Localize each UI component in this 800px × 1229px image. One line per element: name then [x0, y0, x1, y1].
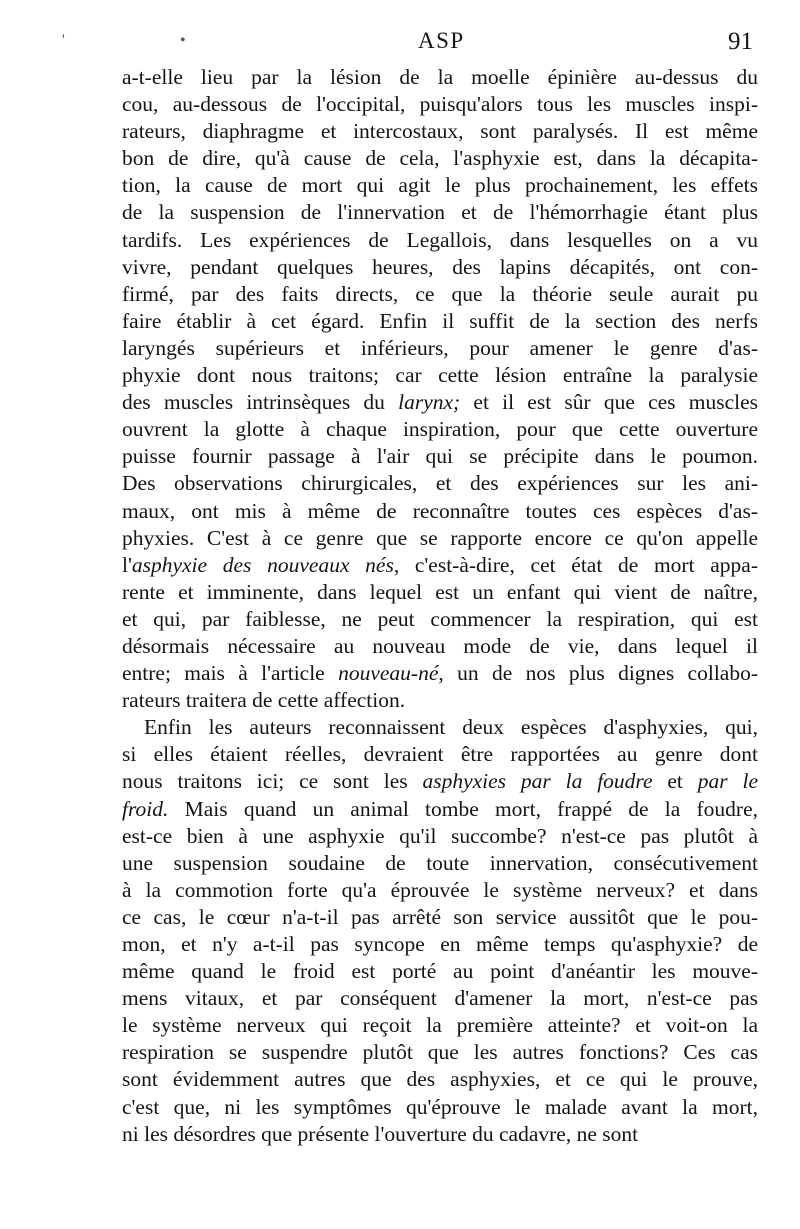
text-line — [122, 362, 758, 389]
text-run: rateurs, diaphragme et intercostaux, sont paralysés. Il est même — [122, 119, 758, 144]
text-run: , c'est-à-dire, cet état de mort appa- — [393, 552, 758, 577]
italic-text: asphyxie des nouveaux nés — [131, 552, 394, 577]
text-line — [122, 254, 758, 281]
text-run: désormais nécessaire au nouveau mode de vie, dans lequel il — [122, 633, 758, 658]
text-line — [122, 227, 758, 254]
margin-mark-dot: • — [180, 32, 186, 49]
text-line — [122, 64, 758, 91]
text-line — [122, 335, 758, 362]
running-head — [0, 28, 800, 62]
text-run: puisse fournir passage à l'air qui se précipite dans le poumon. — [122, 444, 758, 469]
text-line — [122, 687, 758, 714]
text-run: mens vitaux, et par conséquent d'amener la mort, n'est-ce pas — [122, 986, 758, 1011]
text-line — [122, 199, 758, 226]
italic-text: par le — [697, 769, 758, 794]
text-run: si elles étaient réelles, devraient être rapportées au genre dont — [122, 742, 758, 767]
text-line — [122, 985, 758, 1012]
text-run: de la suspension de l'innervation et de l'hémorrhagie étant plus — [122, 200, 758, 225]
text-line — [122, 525, 758, 552]
text-run: laryngés supérieurs et inférieurs, pour amener le genre d'as- — [122, 335, 758, 360]
text-run: firmé, par des faits directs, ce que la théorie seule aurait pu — [122, 281, 758, 306]
text-run: même quand le froid est porté au point d'anéantir les mouve- — [122, 959, 758, 984]
text-run: maux, ont mis à même de reconnaître toutes ces espèces d'as- — [122, 498, 758, 523]
text-run: Mais quand un animal tombe mort, frappé de la foudre, — [168, 796, 758, 821]
text-line — [122, 796, 758, 823]
text-line — [122, 416, 758, 443]
text-line — [122, 118, 758, 145]
italic-text: nouveau-né — [338, 661, 439, 686]
text-line — [122, 172, 758, 199]
text-run: vivre, pendant quelques heures, des lapins décapités, ont con- — [122, 254, 758, 279]
text-run: a-t-elle lieu par la lésion de la moelle épinière au-dessus du — [122, 65, 758, 89]
text-line — [122, 633, 758, 660]
text-run: phyxies. C'est à ce genre que se rapporte encore ce qu'on appelle — [122, 525, 758, 550]
text-line — [122, 850, 758, 877]
text-line — [122, 1039, 758, 1066]
text-line — [122, 660, 758, 687]
text-line — [122, 443, 758, 470]
running-title: ASP — [418, 28, 465, 53]
paragraph — [122, 714, 758, 1148]
text-line — [122, 498, 758, 525]
text-line — [122, 1121, 758, 1148]
text-block — [122, 64, 758, 1148]
text-line — [122, 389, 758, 416]
text-run: nous traitons ici; ce sont les — [122, 769, 423, 794]
text-run: et qui, par faiblesse, ne peut commencer la respiration, qui est — [122, 606, 758, 631]
text-line — [122, 823, 758, 850]
text-run: et il est sûr que ces muscles — [460, 390, 758, 415]
text-line — [122, 606, 758, 633]
text-run: tardifs. Les expériences de Legallois, dans lesquelles on a vu — [122, 227, 758, 252]
text-run: sont évidemment autres que des asphyxies, et ce qui le prouve, — [122, 1067, 758, 1092]
page-number: 91 — [728, 28, 753, 55]
margin-mark-left: ' — [62, 32, 65, 49]
text-line — [122, 1094, 758, 1121]
text-run: est-ce bien à une asphyxie qu'il succombe? n'est-ce pas plutôt à — [122, 823, 758, 848]
text-line — [122, 1012, 758, 1039]
italic-text: asphyxies par la foudre — [422, 769, 653, 794]
text-run: Enfin les auteurs reconnaissent deux espèces d'asphyxies, qui, — [144, 715, 758, 740]
text-line — [122, 91, 758, 118]
text-run: à la commotion forte qu'a éprouvée le système nerveux? et dans — [122, 877, 758, 902]
text-run: cou, au-dessous de l'occipital, puisqu'alors tous les muscles inspi- — [122, 92, 758, 117]
text-run: c'est que, ni les symptômes qu'éprouve le malade avant la mort, — [122, 1094, 758, 1119]
text-run: des muscles intrinsèques du — [122, 390, 399, 415]
text-line — [122, 552, 758, 579]
text-run: ni les désordres que présente l'ouverture du cadavre, ne sont — [122, 1121, 639, 1146]
paragraph — [122, 64, 758, 714]
text-line — [122, 904, 758, 931]
text-line — [122, 281, 758, 308]
italic-text: froid. — [122, 796, 169, 821]
text-line — [122, 877, 758, 904]
text-run: faire établir à cet égard. Enfin il suffit de la section des nerfs — [122, 308, 758, 333]
text-run: une suspension soudaine de toute innervation, consécutivement — [122, 850, 758, 875]
text-run: entre; mais à l'article — [122, 661, 339, 686]
text-line — [122, 1066, 758, 1093]
text-line — [122, 579, 758, 606]
text-line — [122, 768, 758, 795]
text-run: respiration se suspendre plutôt que les autres fonctions? Ces cas — [122, 1040, 758, 1065]
text-line — [122, 470, 758, 497]
text-run: rente et imminente, dans lequel est un enfant qui vient de naître, — [122, 579, 758, 604]
italic-text: larynx; — [398, 390, 461, 415]
text-run: ce cas, le cœur n'a-t-il pas arrêté son service aussitôt que le pou- — [122, 904, 758, 929]
text-run: tion, la cause de mort qui agit le plus prochainement, les effets — [122, 173, 758, 198]
text-line — [122, 931, 758, 958]
text-run: rateurs traitera de cette affection. — [122, 688, 406, 713]
text-run: mon, et n'y a-t-il pas syncope en même temps qu'asphyxie? de — [122, 932, 758, 956]
text-run: , un de nos plus dignes collabo- — [438, 661, 758, 686]
text-line — [122, 741, 758, 768]
text-run: ouvrent la glotte à chaque inspiration, pour que cette ouverture — [122, 417, 758, 442]
text-run: Des observations chirurgicales, et des expériences sur les ani- — [122, 471, 758, 496]
text-run: bon de dire, qu'à cause de cela, l'asphyxie est, dans la décapita- — [122, 146, 758, 171]
text-run: phyxie dont nous traitons; car cette lésion entraîne la paralysie — [122, 363, 758, 388]
text-run: le système nerveux qui reçoit la première atteinte? et voit-on la — [122, 1013, 758, 1038]
text-line — [122, 145, 758, 172]
text-line — [122, 958, 758, 985]
text-line — [122, 714, 758, 741]
text-run: et — [652, 769, 698, 794]
text-line — [122, 308, 758, 335]
text-run: l' — [122, 552, 132, 577]
